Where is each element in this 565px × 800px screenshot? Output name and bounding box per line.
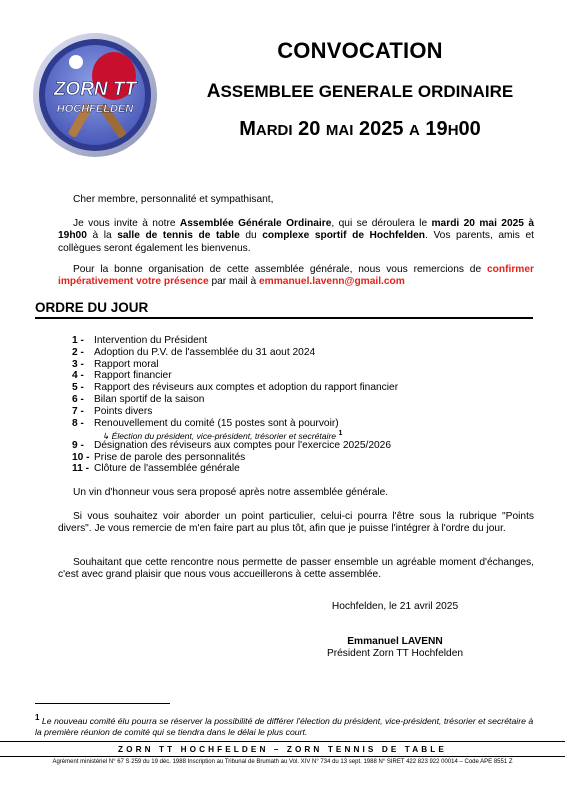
list-item: 5 - Rapport des réviseurs aux comptes et adoption du rapport financier <box>72 382 399 394</box>
list-item: 11 - Clôture de l'assemblée générale <box>72 463 240 475</box>
club-logo <box>32 32 158 158</box>
footer-title: ZORN TT HOCHFELDEN – ZORN TENNIS DE TABLE <box>118 745 447 754</box>
closing-paragraph: Souhaitant que cette rencontre nous permette de passer ensemble un agréable moment d'échanges, c'est avec grand plaisir que nous vous accueillerons à cette assemblée. <box>58 557 534 581</box>
agenda-list <box>72 335 512 475</box>
list-item: 4 - Rapport financier <box>72 370 172 382</box>
footer-divider-bottom <box>0 756 565 757</box>
list-item: 7 - Points divers <box>72 405 153 417</box>
agenda-divider <box>35 317 533 319</box>
page-subtitle: ASSEMBLEE GENERALE ORDINAIRE <box>206 81 514 102</box>
logo-text-line1: ZORN TT <box>53 79 137 100</box>
footnote-ref: 1 <box>338 430 343 438</box>
list-item: 3 - Rapport moral <box>72 358 159 370</box>
list-item: 10 - Prise de parole des personnalités <box>72 451 246 463</box>
sub-arrow-icon: ↳ <box>102 431 110 442</box>
email-link[interactable]: emmanuel.lavenn@gmail.com <box>259 276 405 288</box>
page-title: CONVOCATION <box>277 38 443 63</box>
agenda-section <box>35 300 535 319</box>
list-item: 2 - Adoption du P.V. de l'assemblée du 31 aout 2024 <box>72 346 316 358</box>
footer-legal: Agrément ministériel N° 67 S 259 du 19 déc. 1988 Inscription au Tribunal de Brumath au Vol. XIV N° 734 du 13 sept. 1988 N° SIRET 422 823 922 00014 – Code APE 8551 Z <box>52 759 513 765</box>
signatory-role: Président Zorn TT Hochfelden <box>326 648 464 659</box>
list-item: 6 - Bilan sportif de la saison <box>72 393 205 405</box>
agenda-subitem: ↳ Élection du président, vice-président, trésorier et secrétaire $^1$ <box>102 430 343 442</box>
agenda-title: ORDRE DU JOUR <box>35 300 149 315</box>
logo-text-line2: HOCHFELDEN <box>56 103 134 115</box>
signatory-name: Emmanuel LAVENN <box>347 636 443 647</box>
greeting: Cher membre, personnalité et sympathisant, <box>73 194 274 205</box>
intro-paragraph: Je vous invite à notre Assemblée Générale Ordinaire, qui se déroulera le mardi 20 mai 2025 à 19h00 à la salle de tennis de table du complexe sportif de Hochfelden. Vos parents, amis et collègues seront également les bienvenus. <box>58 218 535 254</box>
event-date: MARDI 20 MAI 2025 A 19H00 <box>239 118 481 140</box>
list-item: 9 - Désignation des réviseurs aux comptes pour l'exercice 2025/2026 <box>72 439 391 451</box>
list-item: 1 - Intervention du Président <box>72 335 208 346</box>
footnote: $^1$ Le nouveau comité élu pourra se réserver la possibilité de différer l'élection du président, vice-président, trésorier et secrétaire à la première réunion de comité qui se tiendra dans le délai le plus court. <box>35 713 534 737</box>
place-date: Hochfelden, le 21 avril 2025 <box>331 601 459 612</box>
ball-icon <box>69 55 83 69</box>
points-paragraph: Si vous souhaitez voir aborder un point particulier, celui-ci pourra l'être sous la rubrique "Points divers". Je vous remercie de m'en faire part au plus tôt, afin que je puisse l'intégrer à l'ordre du jour. <box>58 511 534 535</box>
reception-paragraph: Un vin d'honneur vous sera proposé après notre assemblée générale. <box>73 487 389 498</box>
header <box>170 38 550 141</box>
rsvp-paragraph: Pour la bonne organisation de cette assemblée générale, nous vous remercions de confirmer impérativement votre présence par mail à emmanuel.lavenn@gmail.com <box>58 264 534 288</box>
footnote-divider <box>35 703 170 704</box>
list-item: 8 - Renouvellement du comité (15 postes sont à pourvoir) <box>72 417 339 429</box>
footer-divider-top <box>0 741 565 742</box>
